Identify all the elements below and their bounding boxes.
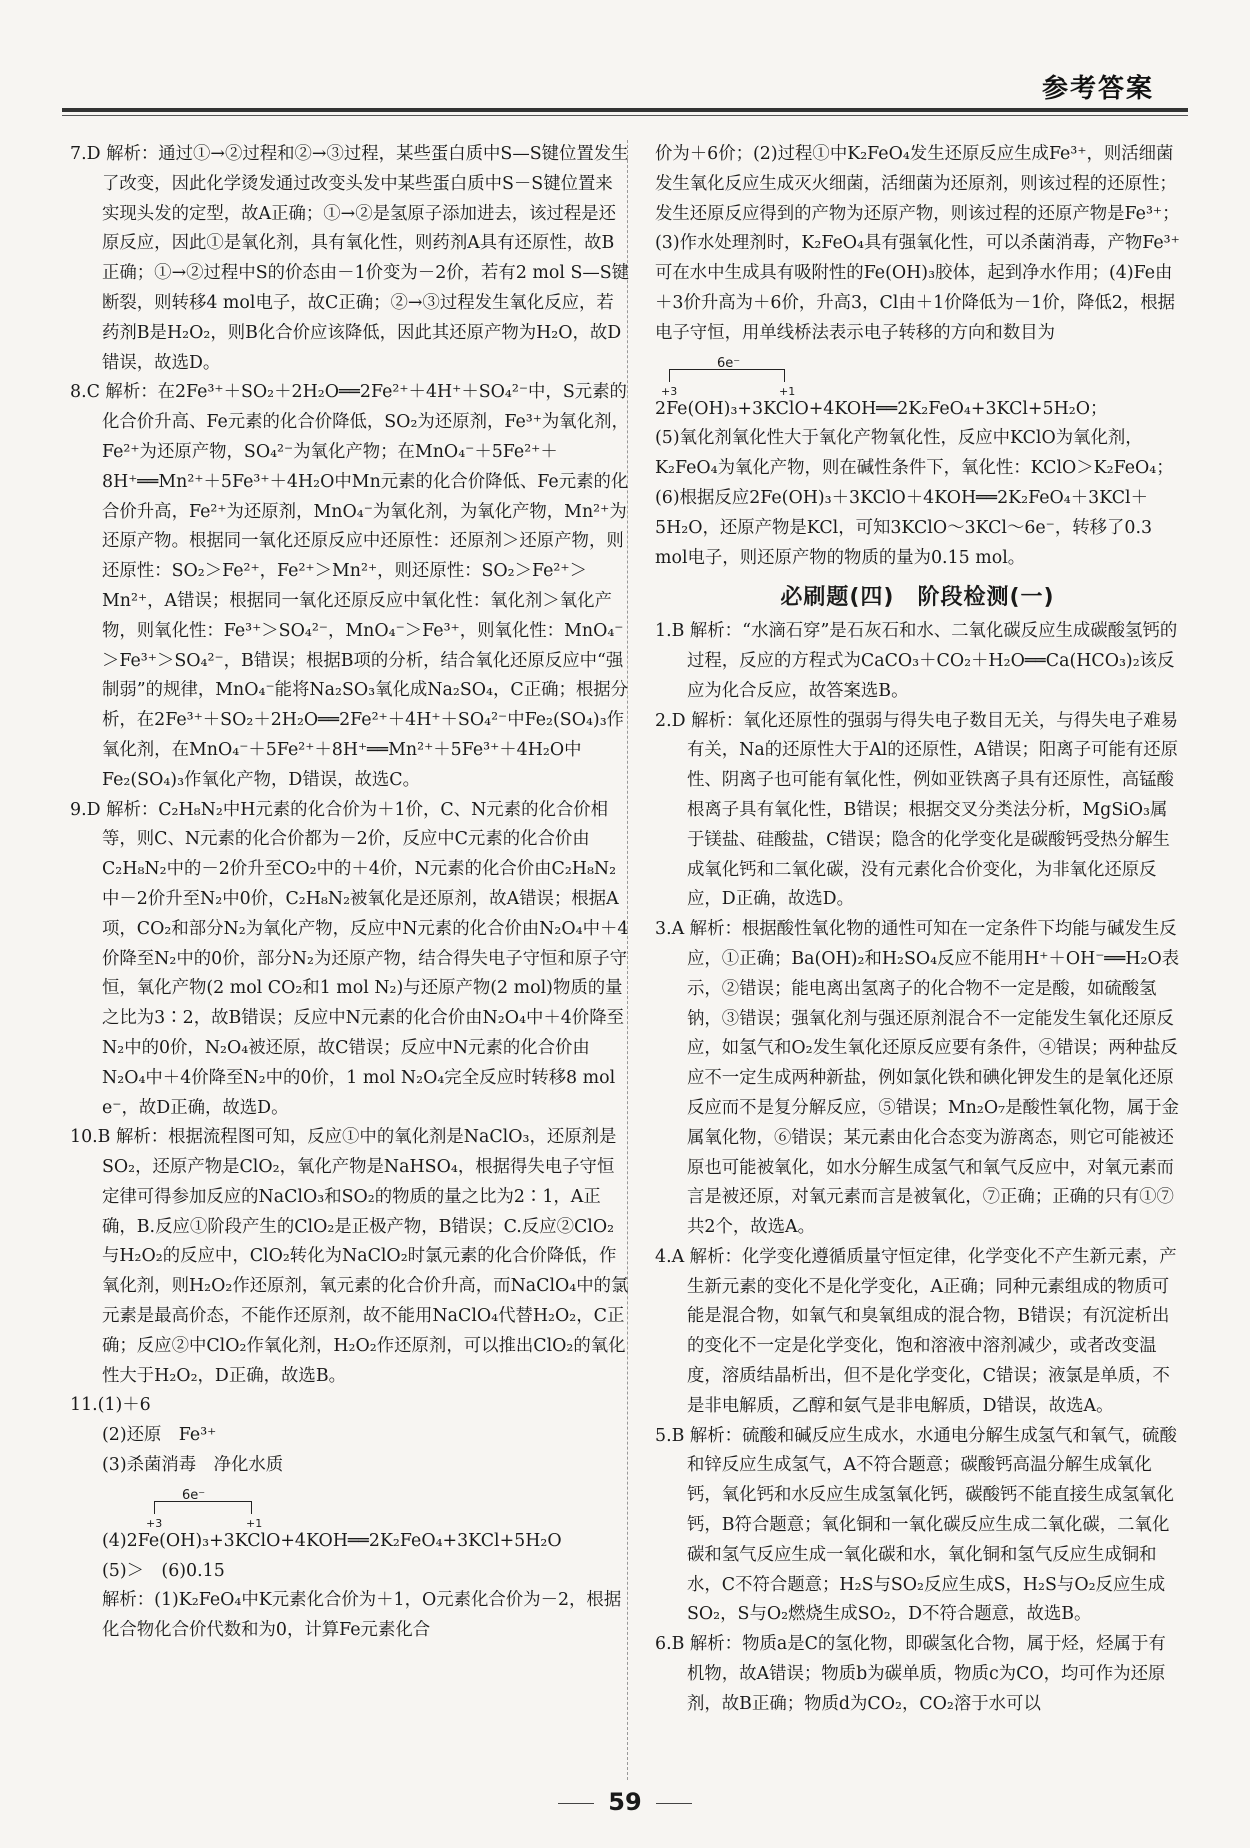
oxidation-state-fe: +3 [146,1516,163,1530]
page-header [62,50,1188,106]
answer-11-part5-6: (5)＞ (6)0.15 [102,1560,225,1581]
answer-11-analysis: 解析：(1)K₂FeO₄中K元素化合价为＋1，O元素化合价为－2，根据化合物化合价代数和为0，计算Fe元素化合 [102,1590,622,1641]
answer-11-analysis-continued: 价为＋6价；(2)过程①中K₂FeO₄发生还原反应生成Fe³⁺，则活细菌发生氧化反应生成灭火细菌，活细菌为还原剂，则该过程的还原性；发生还原反应得到的产物为还原产物，则该过程的还原产物是Fe³⁺；(3)作水处理剂时，K₂FeO₄具有强氧化性，可以杀菌消毒，产物Fe³⁺可在水中生成具有吸附性的Fe(OH)₃胶体，起到净水作用；(4)Fe由＋3价升高为＋6价，升高3，Cl由＋1价降低为－1价，降低2，根据电子守恒，用单线桥法表示电子转移的方向和数目为 [655,144,1180,343]
single-bridge-line-right [669,369,785,382]
page-number-dash-left [558,1803,594,1804]
page-number-dash-right [656,1803,692,1804]
page-number [0,1788,1250,1816]
oxidation-state-fe-right: +3 [661,384,678,398]
header-title: 参考答案 [1041,74,1154,104]
equation-right: 2Fe(OH)₃+3KClO+4KOH══2K₂FeO₄+3KCl+5H₂O； [655,398,1108,419]
page-number-value: 59 [608,1788,642,1816]
answer-11-part4-equation: (4)2Fe(OH)₃+3KClO+4KOH══2K₂FeO₄+3KCl+5H₂O [102,1530,562,1551]
answer-11-analysis-5-6: (5)氧化剂氧化性大于氧化产物氧化性，反应中KClO为氧化剂，K₂FeO₄为氧化产物，则在碱性条件下，氧化性：KClO＞K₂FeO₄；(6)根据反应2Fe(OH)₃＋3KClO＋4KOH══2K₂FeO₄＋3KCl＋5H₂O，还原产物是KCl，可知3KClO～3KCl～6e⁻，转移了0.3 mol电子，则还原产物的物质的量为0.15 mol。 [655,428,1174,568]
section-title: 必刷题(四) 阶段检测(一) [780,585,1055,611]
stage-answer-2: 2.D 解析：氧化还原性的强弱与得失电子数目无关，与得失电子难易有关，Na的还原性大于Al的还原性，A错误；阳离子可能有还原性、阴离子也可能有氧化性，例如亚铁离子具有还原性，高锰酸根离子具有氧化性，B错误；根据交叉分类法分析，MgSiO₃属于镁盐、硅酸盐，C错误；隐含的化学变化是碳酸钙受热分解生成氧化钙和二氧化碳，没有元素化合价变化，为非氧化还原反应，D正确，故选D。 [655,710,1179,910]
answer-11-part3: (3)杀菌消毒 净化水质 [102,1455,284,1476]
single-bridge-line [154,1501,252,1514]
stage-answer-6: 6.B 解析：物质a是C的氢化物，即碳氢化合物，属于烃，烃属于有机物，故A错误；物质b为碳单质，物质c为CO，均可作为还原剂，故B正确；物质d为CO₂，CO₂溶于水可以 [655,1634,1166,1714]
stage-answer-1: 1.B 解析：“水滴石穿”是石灰石和水、二氧化碳反应生成碳酸氢钙的过程，反应的方程式为CaCO₃＋CO₂＋H₂O══Ca(HCO₃)₂该反应为化合反应，故答案选B。 [655,621,1178,701]
answer-11-part1: 11.(1)＋6 [70,1395,151,1416]
stage-answer-5: 5.B 解析：硫酸和碱反应生成水，水通电分解生成氢气和氧气，硫酸和锌反应生成氢气，A不符合题意；碳酸钙高温分解生成氧化钙，氧化钙和水反应生成氢氧化钙，碳酸钙不能直接生成氢氧化钙，B符合题意；氧化铜和一氧化碳反应生成二氧化碳，二氧化碳和氢气反应生成一氧化碳和水，氧化铜和氢气反应生成铜和水，C不符合题意；H₂S与SO₂反应生成S，H₂S与O₂反应生成SO₂，S与O₂燃烧生成SO₂，D不符合题意，故选B。 [655,1425,1177,1625]
electron-bridge-left [70,1481,630,1530]
electron-count-label-right: 6e⁻ [717,355,741,371]
right-column [655,140,1180,1720]
answer-11-part2: (2)还原 Fe³⁺ [102,1425,217,1446]
oxidation-state-cl-right: +1 [779,384,796,398]
electron-count-label: 6e⁻ [182,1487,206,1503]
oxidation-state-cl: +1 [246,1516,263,1530]
answer-8: 8.C 解析：在2Fe³⁺＋SO₂＋2H₂O══2Fe²⁺＋4H⁺＋SO₄²⁻中，S元素的化合价升高、Fe元素的化合价降低，SO₂为还原剂，Fe³⁺为氧化剂，Fe²⁺为还原产物，SO₄²⁻为氧化产物；在MnO₄⁻＋5Fe²⁺＋8H⁺══Mn²⁺＋5Fe³⁺＋4H₂O中Mn元素的化合价降低、Fe元素的化合价升高，Fe²⁺为还原剂，MnO₄⁻为氧化剂，为氧化产物，Mn²⁺为还原产物。根据同一氧化还原反应中还原性：还原剂＞还原产物，则还原性：SO₂＞Fe²⁺，Fe²⁺＞Mn²⁺，则还原性：SO₂＞Fe²⁺＞Mn²⁺，A错误；根据同一氧化还原反应中氧化性：氧化剂＞氧化产物，则氧化性：Fe³⁺＞SO₄²⁻，MnO₄⁻＞Fe³⁺，则氧化性：MnO₄⁻＞Fe³⁺＞SO₄²⁻，B错误；根据B项的分析，结合氧化还原反应中“强制弱”的规律，MnO₄⁻能将Na₂SO₃氧化成Na₂SO₄，C正确；根据分析，在2Fe³⁺＋SO₂＋2H₂O══2Fe²⁺＋4H⁺＋SO₄²⁻中Fe₂(SO₄)₃作氧化剂，在MnO₄⁻＋5Fe²⁺＋8H⁺══Mn²⁺＋5Fe³⁺＋4H₂O中Fe₂(SO₄)₃作氧化产物，D错误，故选C。 [70,382,629,790]
answer-7: 7.D 解析：通过①→②过程和②→③过程，某些蛋白质中S—S键位置发生了改变，因此化学烫发通过改变头发中某些蛋白质中S－S键位置来实现头发的定型，故A正确；①→②是氢原子添加进去，该过程是还原反应，因此①是氧化剂，具有氧化性，则药剂A具有还原性，故B正确；①→②过程中S的价态由－1价变为－2价，若有2 mol S—S键断裂，则转移4 mol电子，故C正确；②→③过程发生氧化反应，若药剂B是H₂O₂，则B化合价应该降低，因此其还原产物为H₂O，故D错误，故选D。 [70,144,630,373]
electron-bridge-right [655,349,1180,398]
header-rule [62,108,1188,112]
stage-answer-4: 4.A 解析：化学变化遵循质量守恒定律，化学变化不产生新元素，产生新元素的变化不是化学变化，A正确；同种元素组成的物质可能是混合物，如氧气和臭氧组成的混合物，B错误；有沉淀析出的变化不一定是化学变化，饱和溶液中溶剂减少，或者改变温度，溶质结晶析出，但不是化学变化，C错误；液氯是单质，不是非电解质，乙醇和氨气是非电解质，D错误，故选A。 [655,1246,1177,1416]
answer-10: 10.B 解析：根据流程图可知，反应①中的氧化剂是NaClO₃，还原剂是SO₂，还原产物是ClO₂，氧化产物是NaHSO₄，根据得失电子守恒定律可得参加反应的NaClO₃和SO₂的物质的量之比为2∶1，A正确，B.反应①阶段产生的ClO₂是正极产物，B错误；C.反应②ClO₂与H₂O₂的反应中，ClO₂转化为NaClO₂时氯元素的化合价降低，作氧化剂，则H₂O₂作还原剂，氧元素的化合价升高，而NaClO₄中的氯元素是最高价态，不能作还原剂，故不能用NaClO₄代替H₂O₂，C正确；反应②中ClO₂作氧化剂，H₂O₂作还原剂，可以推出ClO₂的氧化性大于H₂O₂，D正确，故选B。 [70,1127,629,1386]
stage-answer-3: 3.A 解析：根据酸性氧化物的通性可知在一定条件下均能与碱发生反应，①正确；Ba(OH)₂和H₂SO₄反应不能用H⁺＋OH⁻══H₂O表示，②错误；能电离出氢离子的化合物不一定是酸，如硫酸氢钠，③错误；强氧化剂与强还原剂混合不一定能发生氧化还原反应，如氢气和O₂发生氧化还原反应要有条件，④错误；两种盐反应不一定生成两种新盐，例如氯化铁和碘化钾发生的是氧化还原反应而不是复分解反应，⑤错误；Mn₂O₇是酸性氧化物，属于金属氧化物，⑥错误；某元素由化合态变为游离态，则它可能被还原也可能被氧化，如水分解生成氢气和氧气反应中，对氧元素而言是被还原，对氧元素而言是被氧化，⑦正确；正确的只有①⑦共2个，故选A。 [655,919,1180,1238]
answer-9: 9.D 解析：C₂H₈N₂中H元素的化合价为＋1价，C、N元素的化合价相等，则C、N元素的化合价都为－2价，反应中C元素的化合价由C₂H₈N₂中的－2价升至CO₂中的＋4价，N元素的化合价由C₂H₈N₂中－2价升至N₂中0价，C₂H₈N₂被氧化是还原剂，故A错误；根据A项，CO₂和部分N₂为氧化产物，反应中N元素的化合价由N₂O₄中＋4价降至N₂中的0价，部分N₂为还原产物，结合得失电子守恒和原子守恒，氧化产物(2 mol CO₂和1 mol N₂)与还原产物(2 mol)物质的量之比为3∶2，故B错误；反应中N元素的化合价由N₂O₄中＋4价降至N₂中的0价，N₂O₄被还原，故C错误；反应中N元素的化合价由N₂O₄中＋4价降至N₂中的0价，1 mol N₂O₄完全反应时转移8 mol e⁻，故D正确，故选D。 [70,799,629,1118]
left-column [70,140,630,1646]
header-rule-thin [62,115,1188,116]
